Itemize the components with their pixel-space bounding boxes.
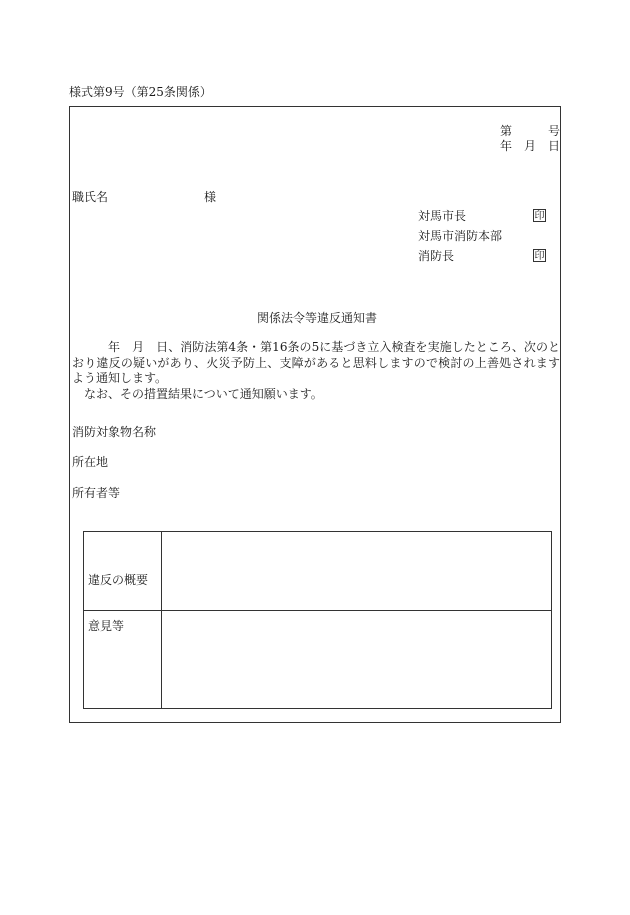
number-prefix: 第 bbox=[500, 124, 513, 138]
body-paragraph-1: 年 月 日、消防法第4条・第16条の5に基づき立入検査を実施したところ、次のとおり違反の疑いがあり、火災予防上、支障があると思料しますので検討の上善処されますよう通知します。 bbox=[72, 340, 560, 385]
sender-mayor: 対馬市長 bbox=[418, 209, 467, 223]
table-column-divider bbox=[161, 532, 162, 708]
date-day: 日 bbox=[548, 139, 561, 153]
recipient-honorific: 様 bbox=[204, 190, 217, 204]
seal-mark-chief: 印 bbox=[534, 251, 545, 262]
seal-mark-mayor: 印 bbox=[534, 211, 545, 222]
date-month: 月 bbox=[524, 139, 537, 153]
recipient-name-label: 職氏名 bbox=[72, 190, 109, 204]
body-paragraph-2: なお、その措置結果について通知願います。 bbox=[84, 386, 323, 401]
field-owner: 所有者等 bbox=[72, 486, 121, 500]
number-suffix: 号 bbox=[548, 124, 561, 138]
field-location: 所在地 bbox=[72, 455, 109, 469]
opinion-label: 意見等 bbox=[88, 619, 125, 633]
form-label: 様式第9号（第25条関係） bbox=[69, 85, 212, 99]
document-title: 関係法令等違反通知書 bbox=[257, 311, 378, 325]
violation-table bbox=[83, 531, 552, 709]
field-object-name: 消防対象物名称 bbox=[72, 425, 157, 439]
violation-summary-label: 違反の概要 bbox=[88, 573, 149, 587]
body-text bbox=[72, 340, 560, 402]
sender-fire-chief: 消防長 bbox=[418, 249, 455, 263]
table-row-divider bbox=[84, 610, 551, 611]
sender-fire-dept: 対馬市消防本部 bbox=[418, 229, 503, 243]
date-year: 年 bbox=[500, 139, 513, 153]
